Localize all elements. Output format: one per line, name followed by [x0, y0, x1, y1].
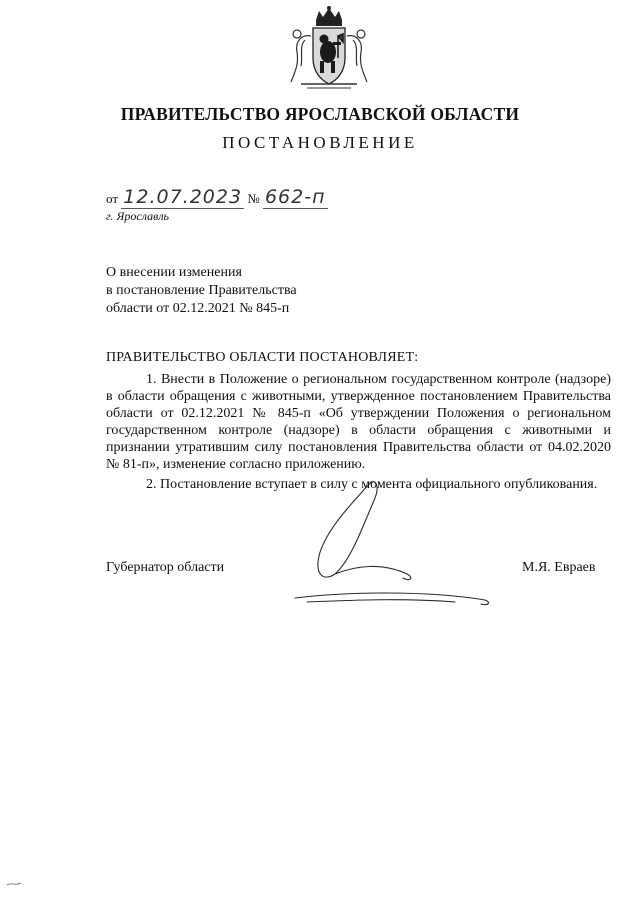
subject-line: в постановление Правительства [106, 283, 297, 298]
number-sign: № [247, 191, 260, 206]
document-type: ПОСТАНОВЛЕНИЕ [222, 133, 418, 152]
subject-line: области от 02.12.2021 № 845-п [106, 301, 290, 316]
body-item-2: 2. Постановление вступает в силу с момента официального опубликования. [146, 477, 598, 492]
city: г. Ярославль [106, 209, 170, 223]
preamble: ПРАВИТЕЛЬСТВО ОБЛАСТИ ПОСТАНОВЛЯЕТ: [106, 350, 419, 365]
supporter-right-icon [347, 30, 367, 82]
organization-title: ПРАВИТЕЛЬСТВО ЯРОСЛАВСКОЙ ОБЛАСТИ [120, 104, 520, 124]
margin-mark [6, 880, 22, 888]
subject-line: О внесении изменения [106, 265, 242, 280]
document-subject [106, 264, 297, 318]
body-item-1: 1. Внести в Положение о региональном государственном контроле (надзоре) в области обращения с животными, утвержденное постановлением Правительства области от 02.12.2021 № 845-п «Об утверждении Положения о региональном государственном контроле (надзоре) в области обращения с животными и признании утратившим силу постановления Правительства области от 04.02.2020 № 81-п», изменение согласно приложению. [106, 372, 611, 472]
signature-icon [285, 470, 495, 615]
supporter-left-icon [291, 30, 311, 82]
document-number: 662-п [264, 186, 326, 208]
signer-name: М.Я. Евраев [522, 560, 596, 575]
crown-icon [316, 6, 342, 26]
date-prefix: от [106, 191, 119, 206]
coat-of-arms-icon [283, 6, 375, 92]
signer-title: Губернатор области [106, 560, 225, 575]
registration-line [106, 186, 328, 208]
document-date: 12.07.2023 [123, 186, 243, 208]
